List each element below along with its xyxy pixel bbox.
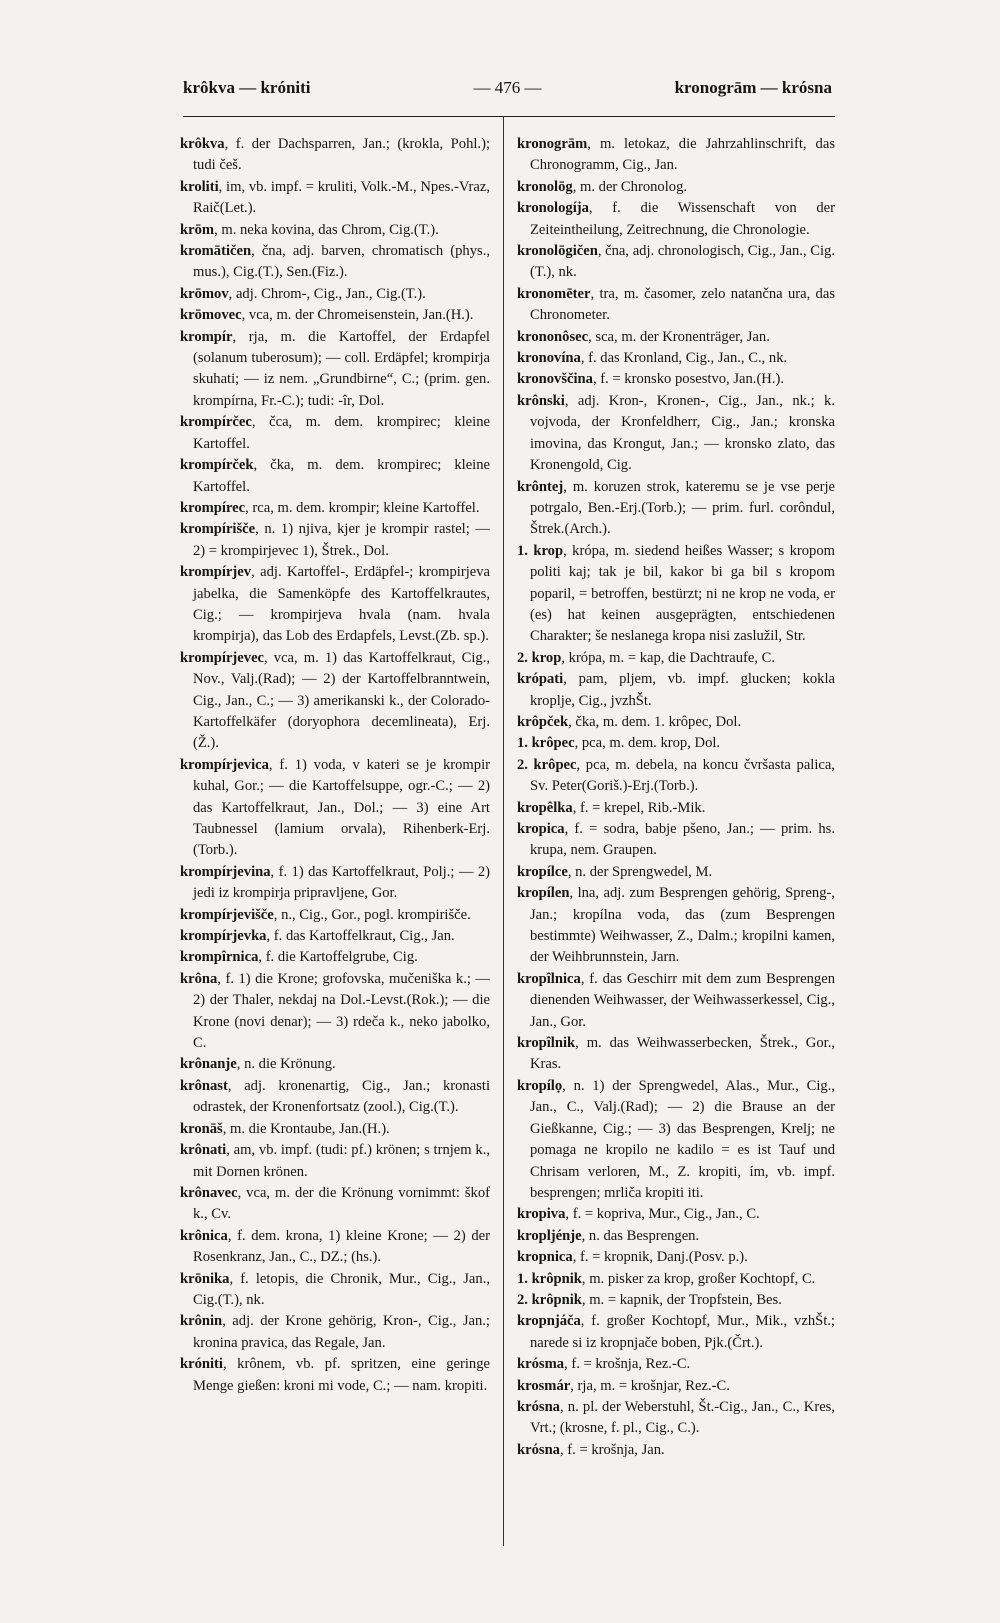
dictionary-entry	[517, 1397, 835, 1440]
entry-headword: krônast	[180, 1077, 228, 1094]
dictionary-entry	[180, 327, 490, 413]
entry-definition: , vca, m. der die Krönung vornimmt: škof k., Cv.	[193, 1184, 490, 1223]
entry-headword: 1. krôpec	[517, 735, 575, 752]
entry-definition: , f. = kopriva, Mur., Cig., Jan., C.	[565, 1206, 760, 1223]
dictionary-entry	[517, 733, 835, 754]
dictionary-entry	[517, 477, 835, 541]
entry-headword: kropiva	[517, 1206, 566, 1223]
dictionary-entry	[180, 969, 490, 1055]
entry-definition: , čca, m. dem. krompirec; kleine Kartoffel.	[193, 414, 490, 452]
dictionary-entry	[180, 1311, 490, 1354]
entry-definition: , f. = kronsko posestvo, Jan.(H.).	[592, 371, 785, 388]
dictionary-entry	[180, 1140, 490, 1183]
dictionary-entry	[517, 669, 835, 712]
entry-definition: , f. das Kartoffelkraut, Cig., Jan.	[266, 928, 455, 945]
entry-definition: , sca, m. der Kronenträger, Jan.	[588, 328, 770, 345]
dictionary-entry	[180, 648, 490, 755]
dictionary-entry	[180, 241, 490, 284]
entry-definition: , n., Cig., Gor., pogl. krompirišče.	[273, 906, 471, 923]
entry-headword: krôntej	[517, 478, 564, 495]
dictionary-entry	[180, 1226, 490, 1269]
entry-headword: kropílce	[517, 863, 568, 880]
entry-headword: krompírjev	[180, 564, 252, 581]
entry-headword: krompírčec	[180, 414, 252, 431]
entry-headword: 2. krop	[517, 649, 562, 666]
entry-headword: krōnika	[180, 1270, 230, 1287]
entry-definition: , f. = krepel, Rib.-Mik.	[572, 799, 706, 816]
entry-headword: króniti	[180, 1356, 223, 1373]
entry-definition: , rca, m. dem. krompir; kleine Kartoffel.	[245, 499, 480, 516]
dictionary-entry	[180, 862, 490, 905]
dictionary-entry	[517, 134, 835, 177]
entry-headword: kromātičen	[180, 243, 252, 260]
entry-definition: , pca, m. dem. krop, Dol.	[574, 735, 721, 752]
entry-definition: , krópa, m. siedend heißes Wasser; s kropom politi kaj; tak je bil, kakor bi ga bil s kropom poparil, = betroffen, bestürzt; ni ne krop ne voda, er (es) hat keinen ausgeprägten, entschiedenen Charakter; še neslanega kropa nisi zaslužil, Str.	[530, 542, 836, 645]
dictionary-entry	[180, 926, 490, 947]
entry-headword: krônati	[180, 1142, 227, 1159]
entry-headword: krompírec	[180, 499, 246, 516]
column-divider	[503, 116, 504, 1546]
entry-headword: krônica	[180, 1227, 228, 1244]
entry-headword: krompírišče	[180, 521, 256, 538]
dictionary-entry	[517, 198, 835, 241]
entry-headword: kronogrām	[517, 136, 588, 152]
entry-headword: krompîrnica	[180, 949, 259, 966]
dictionary-entry	[517, 327, 835, 348]
dictionary-entry	[180, 1183, 490, 1226]
entry-headword: krompírček	[180, 457, 254, 474]
entry-definition: , čna, adj. chronologisch, Cig., Jan., Cig.(T.), nk.	[530, 243, 835, 281]
entry-headword: krompírjevka	[180, 928, 267, 945]
entry-headword: kropnjáča	[517, 1313, 581, 1330]
entry-headword: kropica	[517, 821, 565, 837]
entry-definition: , f. 1) die Krone; grofovska, mučeniška k.; — 2) der Thaler, nekdaj na Dol.-Levst.(Rok.); — die Krone (novi denar); — 3) rdeča k., neko jabolko, C.	[193, 970, 490, 1052]
entry-definition: , rja, m. = krošnjar, Rez.-C.	[570, 1377, 730, 1394]
entry-headword: 1. krop	[517, 542, 564, 559]
entry-headword: krōmov	[180, 285, 229, 302]
entry-definition: , adj. Kartoffel-, Erdäpfel-; krompirjeva jabelka, die Samenköpfe des Kartoffelkrautes, Cig.; — krompirjeva hvala (nam. hvala krompirja), das Lob des Erdapfels, Levst.(Zb. sp.).	[193, 564, 490, 645]
dictionary-entry	[180, 455, 490, 498]
dictionary-entry	[517, 883, 835, 969]
entry-definition: , vca, m. der Chromeisenstein, Jan.(H.).	[241, 307, 474, 324]
entry-definition: , f. = krošnja, Jan.	[559, 1441, 665, 1458]
entry-headword: 2. krôpec	[517, 756, 577, 773]
dictionary-entry	[517, 648, 835, 669]
dictionary-entry	[180, 1119, 490, 1140]
entry-definition: , f. der Dachsparren, Jan.; (krokla, Pohl.); tudi češ.	[193, 136, 490, 174]
entry-definition: , f. = krošnja, Rez.-C.	[564, 1356, 691, 1373]
entry-definition: , m. das Weihwasserbecken, Štrek., Gor., Kras.	[530, 1035, 835, 1073]
dictionary-entry	[180, 905, 490, 926]
entry-headword: kropêlka	[517, 799, 573, 816]
header-right-range: kronogrām — krósna	[674, 78, 832, 97]
entry-definition: , f. 1) voda, v kateri se je krompir kuhal, Gor.; — die Kartoffelsuppe, ogr.-C.; — 2) das Kartoffelkraut, Jan., Dol.; — 3) eine Art Taubnessel (lamium orvala), Rihenberk-Erj.(Torb.).	[193, 756, 490, 859]
entry-headword: krosmár	[517, 1377, 571, 1394]
entry-definition: , n. pl. der Weberstuhl, Št.-Cig., Jan., C., Kres, Vrt.; (krosne, f. pl., Cig., C.).	[530, 1398, 835, 1437]
entry-definition: , adj. der Krone gehörig, Kron-, Cig., Jan.; kronina pravica, das Regale, Jan.	[193, 1313, 490, 1351]
dictionary-entry	[517, 1269, 835, 1290]
dictionary-entry	[517, 177, 835, 198]
dictionary-entry	[517, 1204, 835, 1225]
entry-definition: , m. die Krontaube, Jan.(H.).	[222, 1120, 390, 1137]
entry-headword: kropnica	[517, 1249, 573, 1266]
header-left-range: krôkva — króniti	[183, 78, 311, 97]
dictionary-entry	[517, 284, 835, 327]
entry-headword: krononôsec	[517, 328, 589, 345]
dictionary-entry	[180, 755, 490, 862]
entry-headword: 2. krôpnik	[517, 1291, 582, 1308]
dictionary-entry	[180, 1269, 490, 1312]
entry-headword: krônski	[517, 392, 565, 409]
entry-definition: , pam, pljem, vb. impf. glucken; kokla kroplje, Cig., jvzhŠt.	[530, 671, 835, 709]
entry-definition: , tra, m. časomer, zelo natančna ura, das Chronometer.	[530, 285, 835, 324]
entry-definition: , lna, adj. zum Besprengen gehörig, Spreng-, Jan.; kropílna voda, das (zum Besprengen bestimmte) Weihwasser, Z., Dalm.; kropilni kamen, der Weihbrunnstein, Jarn.	[530, 885, 835, 966]
page-number: — 476 —	[473, 78, 542, 97]
page-header	[183, 78, 832, 104]
dictionary-entry	[517, 1376, 835, 1397]
dictionary-entry	[517, 391, 835, 477]
dictionary-entry	[517, 1290, 835, 1311]
dictionary-entry	[517, 819, 835, 862]
left-column	[180, 134, 490, 1397]
entry-definition: , m. neka kovina, das Chrom, Cig.(T.).	[214, 221, 439, 238]
entry-definition: , f. die Wissenschaft von der Zeiteintheilung, Zeitrechnung, die Chronologie.	[530, 200, 835, 238]
entry-headword: krôna	[180, 970, 218, 987]
entry-definition: , vca, m. 1) das Kartoffelkraut, Cig., Nov., Valj.(Rad); — 2) der Kartoffelbranntwein, Cig., Jan., C.; — 3) amerikanski k., der Colorado-Kartoffelkäfer (doryophora decemlineata), Erj.(Ž.).	[193, 649, 490, 752]
entry-definition: , adj. Kron-, Kronen-, Cig., Jan., nk.; k. vojvoda, der Kronfeldherr, Cig., Jan.; kronska imovina, das Krongut, Jan.; — kronsko zlato, das Kronengold, Cig.	[530, 392, 835, 474]
entry-definition: , krônem, vb. pf. spritzen, eine geringe Menge gießen: kroni mi vode, C.; — nam. kropiti.	[193, 1356, 490, 1394]
entry-definition: , m. koruzen strok, kateremu se je vse perje potrgalo, Ben.-Erj.(Torb.); — prim. furl. corôndul, Štrek.(Arch.).	[530, 478, 835, 538]
entry-definition: , rja, m. die Kartoffel, der Erdapfel (solanum tuberosum); — coll. Erdäpfel; krompirja skuhati; — iz nem. „Grundbirne“, C.; (prim. gen. krompírna, Fr.-C.); tudi: -îr, Dol.	[193, 328, 490, 409]
entry-definition: , f. großer Kochtopf, Mur., Mik., vzhŠt.; narede si iz kropnjače boben, Pjk.(Črt.).	[530, 1313, 835, 1351]
dictionary-entry	[180, 519, 490, 562]
dictionary-entry	[180, 1076, 490, 1119]
entry-headword: krósna	[517, 1398, 560, 1415]
entry-definition: , m. = kapnik, der Tropfstein, Bes.	[581, 1291, 782, 1308]
entry-definition: , am, vb. impf. (tudi: pf.) krönen; s trnjem k., mit Dornen krönen.	[193, 1142, 490, 1180]
dictionary-entry	[180, 177, 490, 220]
entry-definition: , f. letopis, die Chronik, Mur., Cig., Jan., Cig.(T.), nk.	[193, 1270, 490, 1308]
dictionary-entry	[517, 1247, 835, 1268]
entry-definition: , f. = kropnik, Danj.(Posv. p.).	[572, 1249, 748, 1266]
entry-headword: kronovína	[517, 350, 581, 367]
dictionary-entry	[517, 1354, 835, 1375]
entry-definition: , čka, m. dem. krompirec; kleine Kartoffel.	[193, 457, 490, 495]
dictionary-entry	[517, 348, 835, 369]
dictionary-entry	[517, 1076, 835, 1204]
dictionary-entry	[180, 134, 490, 177]
entry-headword: kronolōg	[517, 178, 573, 195]
entry-headword: kronāš	[180, 1120, 223, 1137]
dictionary-entry	[180, 412, 490, 455]
entry-definition: , f. das Kronland, Cig., Jan., C., nk.	[580, 350, 788, 367]
dictionary-entry	[517, 241, 835, 284]
header-rule	[183, 116, 835, 117]
entry-headword: krônin	[180, 1313, 223, 1330]
entry-definition: , f. dem. krona, 1) kleine Krone; — 2) der Rosenkranz, Jan., C., DZ.; (hs.).	[193, 1227, 490, 1266]
entry-headword: krompírjevina	[180, 863, 271, 880]
entry-headword: krôpček	[517, 713, 569, 730]
entry-headword: 1. krôpnik	[517, 1270, 582, 1287]
dictionary-entry	[180, 498, 490, 519]
dictionary-entry	[517, 369, 835, 390]
entry-definition: , pca, m. debela, na koncu čvršasta palica, Sv. Peter(Goriš.)-Erj.(Torb.).	[530, 756, 836, 795]
entry-definition: , m. pisker za krop, großer Kochtopf, C.	[581, 1270, 816, 1287]
dictionary-entry	[517, 798, 835, 819]
entry-definition: , n. der Sprengwedel, M.	[567, 863, 713, 880]
entry-definition: , f. das Geschirr mit dem zum Besprengen dienenden Weihwasser, der Weihwasserkessel, Cig., Jan., Gor.	[530, 970, 835, 1030]
dictionary-entry	[180, 305, 490, 326]
entry-definition: , čka, m. dem. 1. krôpec, Dol.	[568, 713, 742, 730]
entry-headword: kropîlnik	[517, 1035, 576, 1052]
entry-headword: kropílen	[517, 885, 570, 902]
entry-headword: krompírjevica	[180, 756, 269, 773]
entry-headword: kropîlnica	[517, 970, 581, 987]
entry-definition: , m. letokaz, die Jahrzahlinschrift, das Chronogramm, Cig., Jan.	[530, 136, 835, 174]
entry-definition: , čna, adj. barven, chromatisch (phys., mus.), Cig.(T.), Sen.(Fiz.).	[193, 243, 490, 281]
entry-headword: kropljénje	[517, 1227, 582, 1244]
dictionary-entry	[517, 1226, 835, 1247]
entry-headword: krópati	[517, 671, 564, 688]
dictionary-entry	[517, 541, 835, 648]
entry-headword: krônanje	[180, 1056, 237, 1073]
entry-headword: krōm	[180, 221, 215, 238]
entry-headword: krósna	[517, 1441, 560, 1458]
entry-headword: kropílọ	[517, 1077, 563, 1094]
entry-headword: kronovščina	[517, 371, 593, 388]
entry-headword: krompírjevec	[180, 649, 265, 666]
dictionary-entry	[517, 1311, 835, 1354]
entry-definition: , n. das Besprengen.	[581, 1227, 700, 1244]
dictionary-entry	[517, 1033, 835, 1076]
entry-definition: , krópa, m. = kap, die Dachtraufe, C.	[561, 649, 776, 666]
entry-headword: kronologíja	[517, 200, 589, 217]
entry-definition: , f. die Kartoffelgrube, Cig.	[258, 949, 418, 966]
entry-definition: , f. 1) das Kartoffelkraut, Polj.; — 2) jedi iz krompirja pripravljene, Gor.	[193, 863, 490, 902]
entry-definition: , f. = sodra, babje pšeno, Jan.; — prim. hs. krupa, nem. Graupen.	[530, 821, 835, 859]
dictionary-entry	[517, 755, 835, 798]
entry-headword: krompír	[180, 328, 233, 345]
right-column	[517, 134, 835, 1461]
entry-definition: , n. 1) der Sprengwedel, Alas., Mur., Cig., Jan., C., Valj.(Rad); — 2) die Brause an der Gießkanne, Cig.; — 3) das Besprengen, Krelj; ne pomaga ne kropilo ne kadilo = es ist Tauf und Chrisam verloren, M., Z. kropiti, ím, vb. impf. besprengen; mrliča kropiti iti.	[530, 1077, 835, 1201]
dictionary-entry	[180, 284, 490, 305]
entry-headword: krósma	[517, 1356, 565, 1373]
entry-headword: krônavec	[180, 1184, 238, 1201]
dictionary-entry	[517, 712, 835, 733]
entry-definition: , m. der Chronolog.	[572, 178, 688, 195]
entry-headword: kronolōgičen	[517, 243, 598, 260]
dictionary-entry	[180, 1054, 490, 1075]
entry-headword: kroliti	[180, 178, 219, 195]
entry-headword: kronomēter	[517, 285, 591, 302]
dictionary-entry	[180, 947, 490, 968]
entry-headword: krompírjevišče	[180, 906, 274, 923]
dictionary-entry	[517, 862, 835, 883]
dictionary-entry	[180, 562, 490, 648]
dictionary-entry	[180, 220, 490, 241]
entry-definition: , n. 1) njiva, kjer je krompir rastel; — 2) = krompirjevec 1), Štrek., Dol.	[193, 521, 490, 559]
dictionary-entry	[517, 1440, 835, 1461]
dictionary-entry	[180, 1354, 490, 1397]
entry-definition: , adj. kronenartig, Cig., Jan.; kronasti odrastek, der Kronenfortsatz (zool.), Cig.(T.).	[193, 1077, 490, 1116]
entry-definition: , adj. Chrom-, Cig., Jan., Cig.(T.).	[228, 285, 426, 302]
entry-definition: , im, vb. impf. = kruliti, Volk.-M., Npes.-Vraz, Raič(Let.).	[193, 178, 490, 217]
entry-headword: krôkva	[180, 136, 225, 152]
entry-definition: , n. die Krönung.	[236, 1056, 336, 1073]
entry-headword: krōmovec	[180, 307, 242, 324]
dictionary-entry	[517, 969, 835, 1033]
